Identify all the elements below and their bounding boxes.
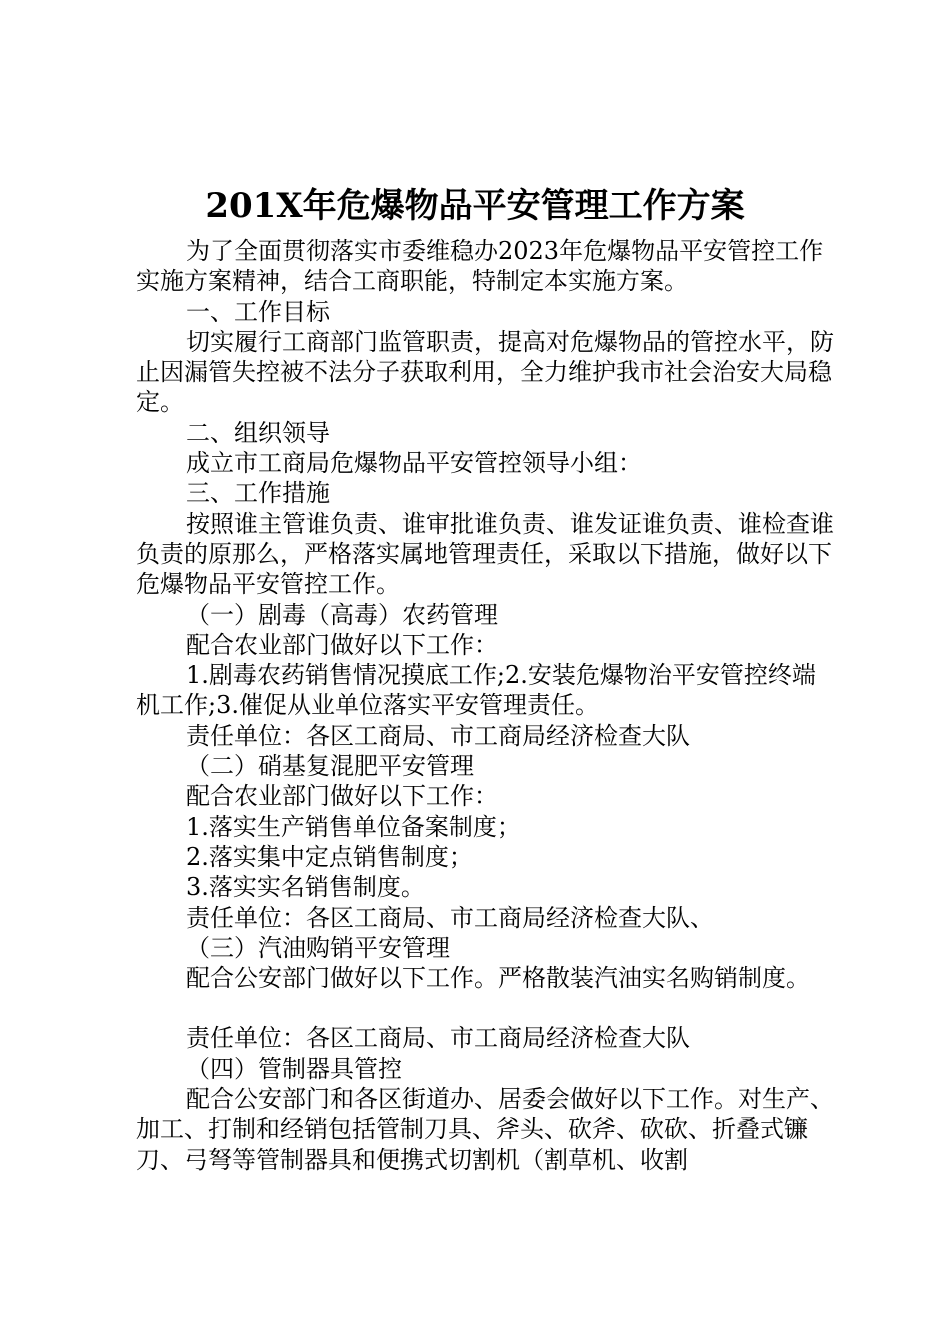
paragraph-intro: 为了全面贯彻落实市委维稳办2023年危爆物品平安管控工作实施方案精神，结合工商职能，特制定本实施方案。 xyxy=(136,237,824,296)
document-body xyxy=(136,236,836,1175)
paragraph-gasoline-cooperate: 配合公安部门做好以下工作。严格散装汽油实名购销制度。 xyxy=(186,964,810,993)
paragraph-goals: 切实履行工商部门监管职责，提高对危爆物品的管控水平，防止因漏管失控被不法分子获取利用，全力维护我市社会治安大局稳定。 xyxy=(136,327,834,417)
paragraph-organization: 成立市工商局危爆物品平安管控领导小组： xyxy=(186,449,642,478)
subheading-gasoline: （三）汽油购销平安管理 xyxy=(186,933,450,962)
paragraph-pesticide-cooperate: 配合农业部门做好以下工作： xyxy=(186,630,498,659)
paragraph-gasoline-responsible: 责任单位：各区工商局、市工商局经济检查大队 xyxy=(186,1024,690,1053)
heading-organization: 二、组织领导 xyxy=(186,418,330,447)
heading-goals: 一、工作目标 xyxy=(186,297,330,326)
list-item-fertilizer-1: 1.落实生产销售单位备案制度； xyxy=(186,812,521,841)
paragraph-controlled-tools: 配合公安部门和各区街道办、居委会做好以下工作。对生产、加工、打制和经销包括管制刀具、斧头、砍斧、砍砍、折叠式镰刀、弓弩等管制器具和便携式切割机（割草机、收割 xyxy=(136,1085,834,1174)
list-item-fertilizer-2: 2.落实集中定点销售制度； xyxy=(186,842,473,871)
paragraph-fertilizer-cooperate: 配合农业部门做好以下工作： xyxy=(186,782,498,811)
subheading-pesticide: （一）剧毒（高毒）农药管理 xyxy=(186,600,498,629)
paragraph-pesticide-responsible: 责任单位：各区工商局、市工商局经济检查大队 xyxy=(186,721,690,750)
paragraph-fertilizer-responsible: 责任单位：各区工商局、市工商局经济检查大队、 xyxy=(186,903,714,932)
paragraph-pesticide-items: 1.剧毒农药销售情况摸底工作;2.安装危爆物治平安管控终端机工作;3.催促从业单位落实平安管理责任。 xyxy=(136,661,816,720)
heading-measures: 三、工作措施 xyxy=(186,479,330,508)
subheading-controlled-tools: （四）管制器具管控 xyxy=(186,1054,402,1083)
document-title: 201X年危爆物品平安管理工作方案 xyxy=(205,186,745,226)
list-item-fertilizer-3: 3.落实实名销售制度。 xyxy=(186,873,425,902)
subheading-fertilizer: （二）硝基复混肥平安管理 xyxy=(186,752,474,781)
paragraph-measures: 按照谁主管谁负责、谁审批谁负责、谁发证谁负责、谁检查谁负责的原那么，严格落实属地管理责任，采取以下措施，做好以下危爆物品平安管控工作。 xyxy=(136,509,834,599)
